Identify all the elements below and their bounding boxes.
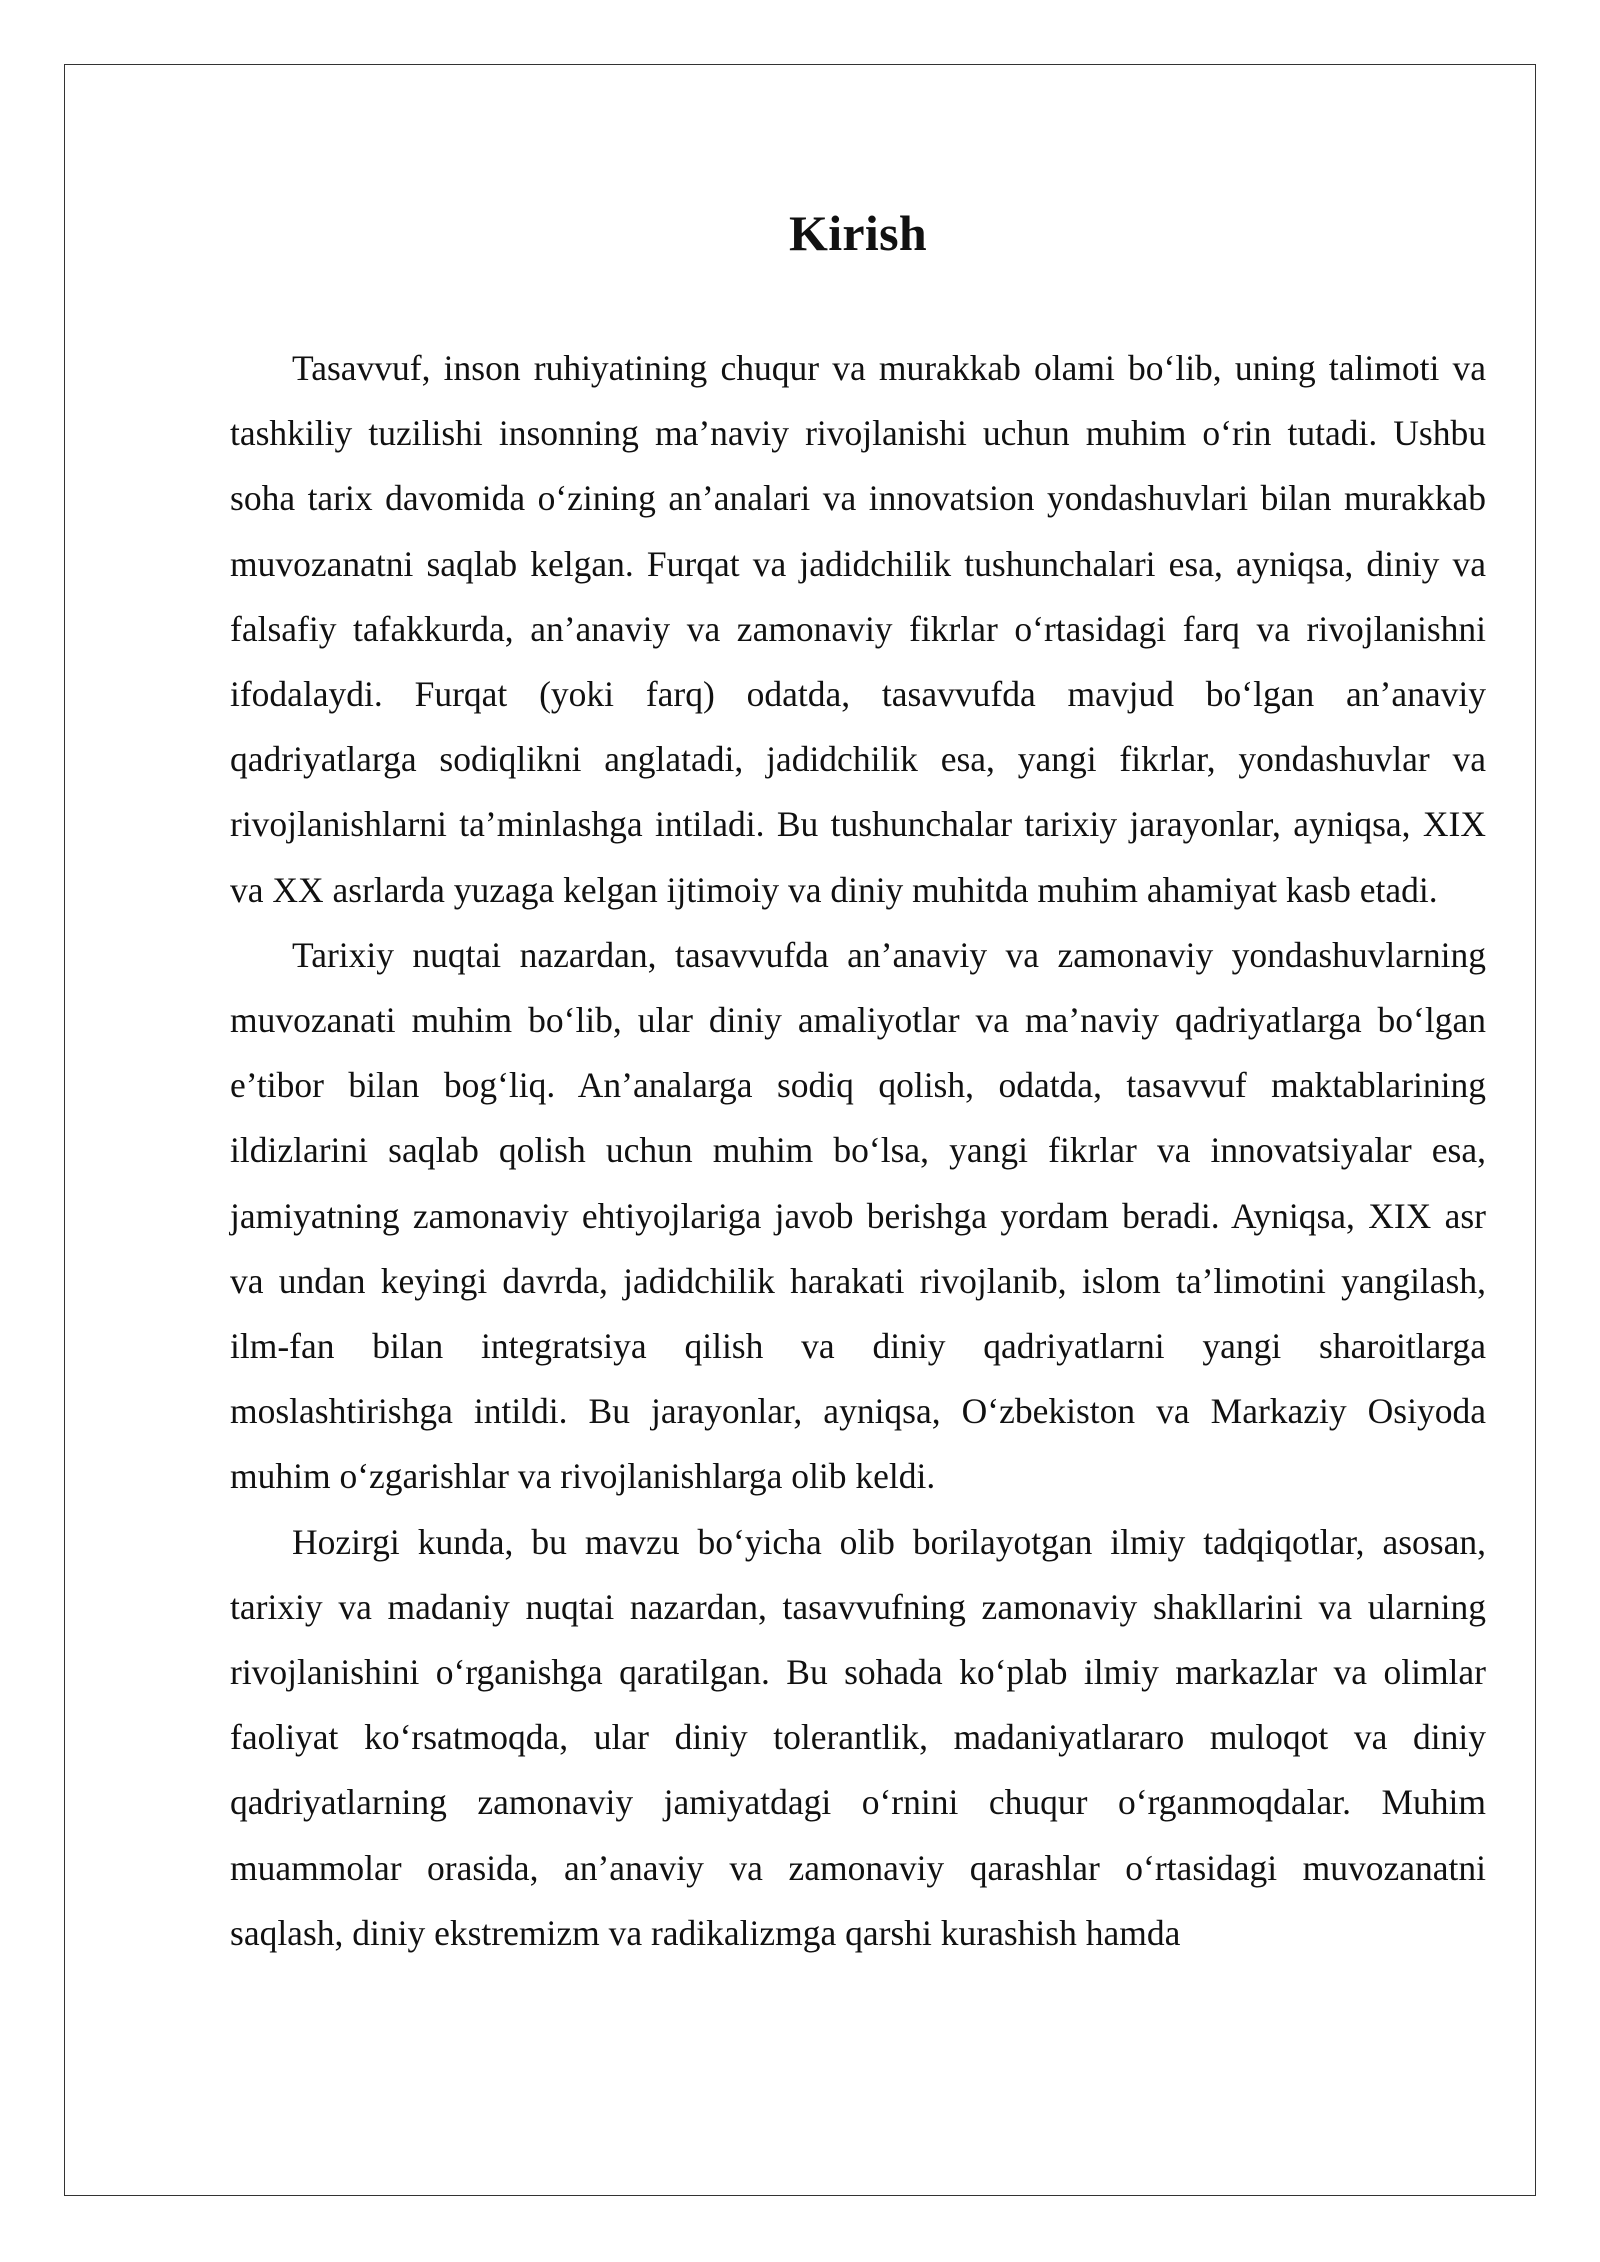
paragraph-2: Tarixiy nuqtai nazardan, tasavvufda an’anaviy va zamonaviy yondashuvlarning muvozanati muhim bo‘lib, ular diniy amaliyotlar va ma’naviy qadriyatlarga bo‘lgan e’tibor bilan bog‘liq. An’analarga sodiq qolish, odatda, tasavvuf maktablarining ildizlarini saqlab qolish uchun muhim bo‘lsa, yangi fikrlar va innovatsiyalar esa, jamiyatning zamonaviy ehtiyojlariga javob berishga yordam beradi. Ayniqsa, XIX asr va undan keyingi davrda, jadidchilik harakati rivojlanib, islom ta’limotini yangilash, ilm-fan bilan integratsiya qilish va diniy qadriyatlarni yangi sharoitlarga moslashtirishga intildi. Bu jarayonlar, ayniqsa, O‘zbekiston va Markaziy Osiyoda muhim o‘zgarishlar va rivojlanishlarga olib keldi.	[230, 934, 1486, 1497]
page-title: Kirish	[789, 205, 927, 261]
paragraph-1: Tasavvuf, inson ruhiyatining chuqur va murakkab olami bo‘lib, uning talimoti va tashkiliy tuzilishi insonning ma’naviy rivojlanishi uchun muhim o‘rin tutadi. Ushbu soha tarix davomida o‘zining an’analari va innovatsion yondashuvlari bilan murakkab muvozanatni saqlab kelgan. Furqat va jadidchilik tushunchalari esa, ayniqsa, diniy va falsafiy tafakkurda, an’anaviy va zamonaviy fikrlar o‘rtasidagi farq va rivojlanishni ifodalaydi. Furqat (yoki farq) odatda, tasavvufda mavjud bo‘lgan an’anaviy qadriyatlarga sodiqlikni anglatadi, jadidchilik esa, yangi fikrlar, yondashuvlar va rivojlanishlarni ta’minlashga intiladi. Bu tushunchalar tarixiy jarayonlar, ayniqsa, XIX va XX asrlarda yuzaga kelgan ijtimoiy va diniy muhitda muhim ahamiyat kasb etadi.	[230, 348, 1486, 910]
document-body	[230, 336, 1486, 1966]
paragraph-3: Hozirgi kunda, bu mavzu bo‘yicha olib borilayotgan ilmiy tadqiqotlar, asosan, tarixiy va madaniy nuqtai nazardan, tasavvufning zamonaviy shakllarini va ularning rivojlanishini o‘rganishga qaratilgan. Bu sohada ko‘plab ilmiy markazlar va olimlar faoliyat ko‘rsatmoqda, ular diniy tolerantlik, madaniyatlararo muloqot va diniy qadriyatlarning zamonaviy jamiyatdagi o‘rnini chuqur o‘rganmoqdalar. Muhim muammolar orasida, an’anaviy va zamonaviy qarashlar o‘rtasidagi muvozanatni saqlash, diniy ekstremizm va radikalizmga qarshi kurashish hamda	[230, 1521, 1486, 1953]
